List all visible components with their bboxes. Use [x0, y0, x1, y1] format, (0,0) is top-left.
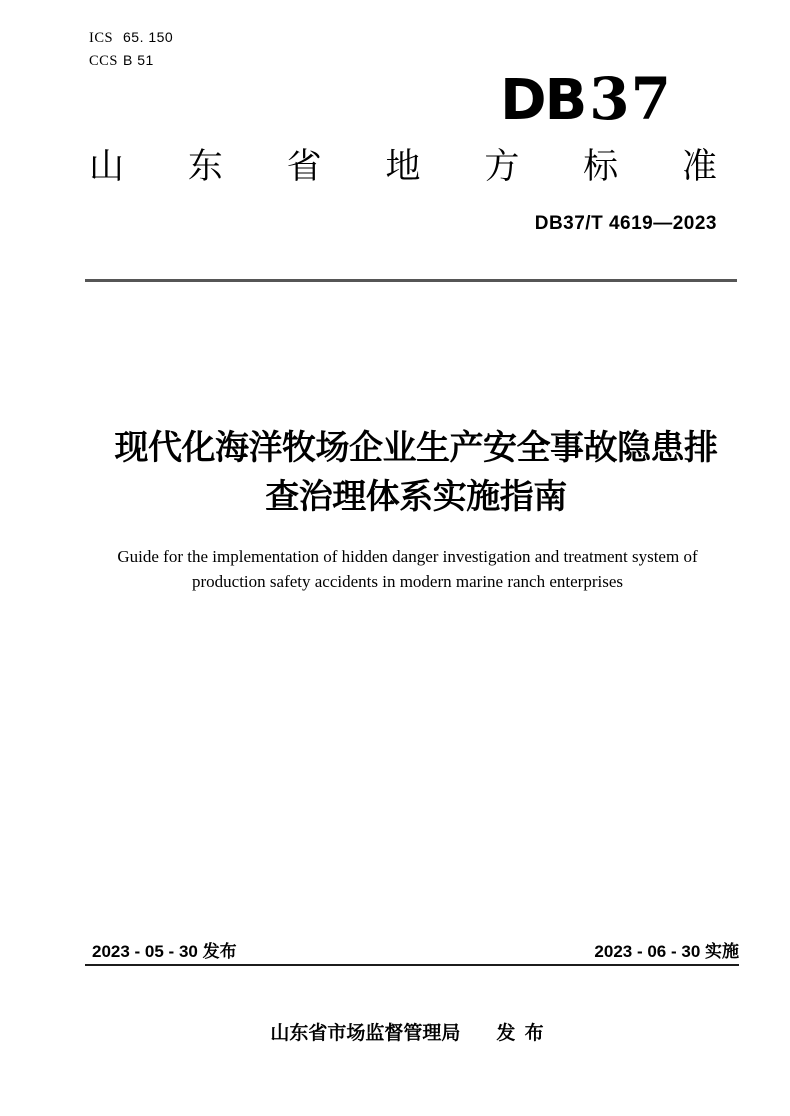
document-title-en	[75, 544, 740, 594]
db37-logo	[500, 65, 672, 133]
title-zh-line1: 现代化海洋牧场企业生产安全事故隐患排	[114, 429, 718, 467]
ccs-row	[89, 52, 173, 75]
date-row	[92, 937, 739, 962]
standard-name	[89, 147, 717, 187]
standard-name-char: 省	[286, 147, 322, 186]
publisher-name: 山东省市场监督管理局	[270, 1023, 461, 1044]
document-title-zh	[90, 424, 742, 522]
standard-name-char: 方	[484, 147, 520, 186]
footer-rule	[85, 964, 739, 966]
standard-number: DB37/T 4619—2023	[534, 213, 717, 234]
standard-name-char: 东	[187, 147, 223, 186]
standard-name-char: 山	[89, 147, 125, 186]
ics-label: ICS	[89, 30, 114, 46]
standard-name-char: 地	[385, 147, 421, 186]
db37-logo-number: 37	[589, 65, 672, 133]
db37-logo-prefix: DB	[500, 68, 586, 133]
implement-date: 2023 - 06 - 30 实施	[594, 942, 739, 961]
header-rule	[85, 279, 737, 282]
standard-name-char: 标	[583, 147, 619, 186]
ics-value: 65. 150	[123, 29, 174, 45]
issue-date: 2023 - 05 - 30 发布	[92, 942, 237, 961]
standard-name-char: 准	[681, 147, 717, 186]
title-en-line1: Guide for the implementation of hidden danger investigation and treatment system of	[117, 547, 698, 566]
classification-codes	[89, 29, 173, 75]
ics-row	[89, 29, 173, 52]
ccs-value: B 51	[123, 52, 154, 68]
title-en-line2: production safety accidents in modern marine ranch enterprises	[192, 572, 623, 591]
title-zh-line2: 查治理体系实施指南	[265, 478, 567, 516]
publisher-row	[84, 1020, 732, 1048]
ccs-label: CCS	[89, 53, 118, 69]
publish-action: 发 布	[496, 1023, 546, 1044]
